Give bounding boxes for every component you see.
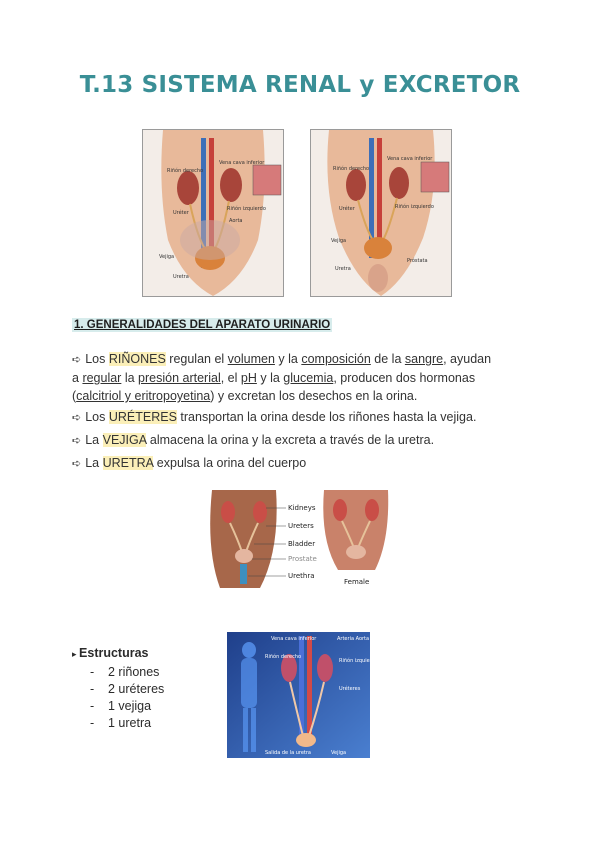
fig3-label-urethra: Urethra xyxy=(288,572,315,580)
fig1-label-aorta: Aorta xyxy=(229,218,243,224)
fig3-label-prostate: Prostate xyxy=(288,555,317,563)
list-item: - 2 uréteres xyxy=(90,682,165,696)
fig4-label-right-kidney: Riñón derecho xyxy=(265,654,302,660)
fig1-label-left-kidney: Riñón izquierdo xyxy=(227,206,266,212)
fig3-label-female: Female xyxy=(344,578,370,586)
fig3-label-kidneys: Kidneys xyxy=(288,504,316,512)
fig2-label-bladder: Vejiga xyxy=(331,238,347,244)
paragraph-rinones: ➪ Los RIÑONES regulan el volumen y la composición de la sangre, ayudan a regular la presión arterial, el pH y la glucemia, producen dos hormonas (calcitriol y eritropoyetina) y excretan los desechos en la orina. xyxy=(72,352,492,403)
fig4-label-aorta: Arteria Aorta xyxy=(337,636,370,642)
estructuras-list xyxy=(90,664,164,732)
fig1-label-urethra: Uretra xyxy=(173,274,189,280)
anatomy-illustration-2 xyxy=(311,130,451,296)
fig1-label-ureter: Uréter xyxy=(173,210,189,216)
arrow-bullet-icon: ➪ xyxy=(72,354,82,366)
page-title: T.13 SISTEMA RENAL y EXCRETOR xyxy=(79,72,521,98)
arrow-bullet-icon: ➪ xyxy=(72,435,82,447)
list-item: - 2 riñones xyxy=(90,665,160,679)
fig4-label-left-kidney: Riñón izquierdo xyxy=(339,658,378,664)
paragraph-ureteres: ➪ Los URÉTERES transportan la orina desde los riñones hasta la vejiga. xyxy=(72,410,477,424)
list-item: - 1 uretra xyxy=(90,716,152,730)
fig1-label-vena-cava: Vena cava inferior xyxy=(219,160,265,166)
urinary-system-3d-illustration xyxy=(227,632,378,758)
fig2-label-left-kidney: Riñón izquierdo xyxy=(395,204,434,210)
anatomy-figure-3 xyxy=(210,490,390,588)
fig2-label-vena-cava: Vena cava inferior xyxy=(387,156,433,162)
fig2-label-right-kidney: Riñón derecho xyxy=(333,166,370,172)
anatomy-illustration-1 xyxy=(143,130,283,296)
fig2-label-ureter: Uréter xyxy=(339,206,355,212)
fig1-label-bladder: Vejiga xyxy=(159,254,175,260)
fig4-label-vena-cava: Vena cava inferior xyxy=(271,636,317,642)
section-heading: 1. GENERALIDADES DEL APARATO URINARIO xyxy=(74,319,331,331)
anatomy-figure-4 xyxy=(227,632,378,758)
paragraph-uretra: ➪ La URETRA expulsa la orina del cuerpo xyxy=(72,456,307,470)
fig3-label-ureters: Ureters xyxy=(288,522,314,530)
fig4-label-ureters: Uréteres xyxy=(339,686,361,692)
list-item: - 1 vejiga xyxy=(90,699,152,713)
estructuras-heading: ▸ Estructuras xyxy=(72,646,149,660)
triangle-bullet-icon: ▸ xyxy=(72,649,80,659)
fig4-label-bladder: Vejiga xyxy=(331,750,347,756)
arrow-bullet-icon: ➪ xyxy=(72,458,82,470)
anatomy-figure-1 xyxy=(142,129,284,297)
arrow-bullet-icon: ➪ xyxy=(72,412,82,424)
fig3-label-bladder: Bladder xyxy=(288,540,316,548)
fig2-label-urethra: Uretra xyxy=(335,266,351,272)
paragraph-vejiga: ➪ La VEJIGA almacena la orina y la excreta a través de la uretra. xyxy=(72,433,435,447)
anatomy-figure-2 xyxy=(310,129,452,297)
fig2-label-prostate: Próstata xyxy=(407,258,428,264)
fig1-label-right-kidney: Riñón derecho xyxy=(167,168,204,174)
urinary-male-female-illustration xyxy=(210,490,390,588)
fig4-label-urethra-exit: Salida de la uretra xyxy=(265,750,311,756)
